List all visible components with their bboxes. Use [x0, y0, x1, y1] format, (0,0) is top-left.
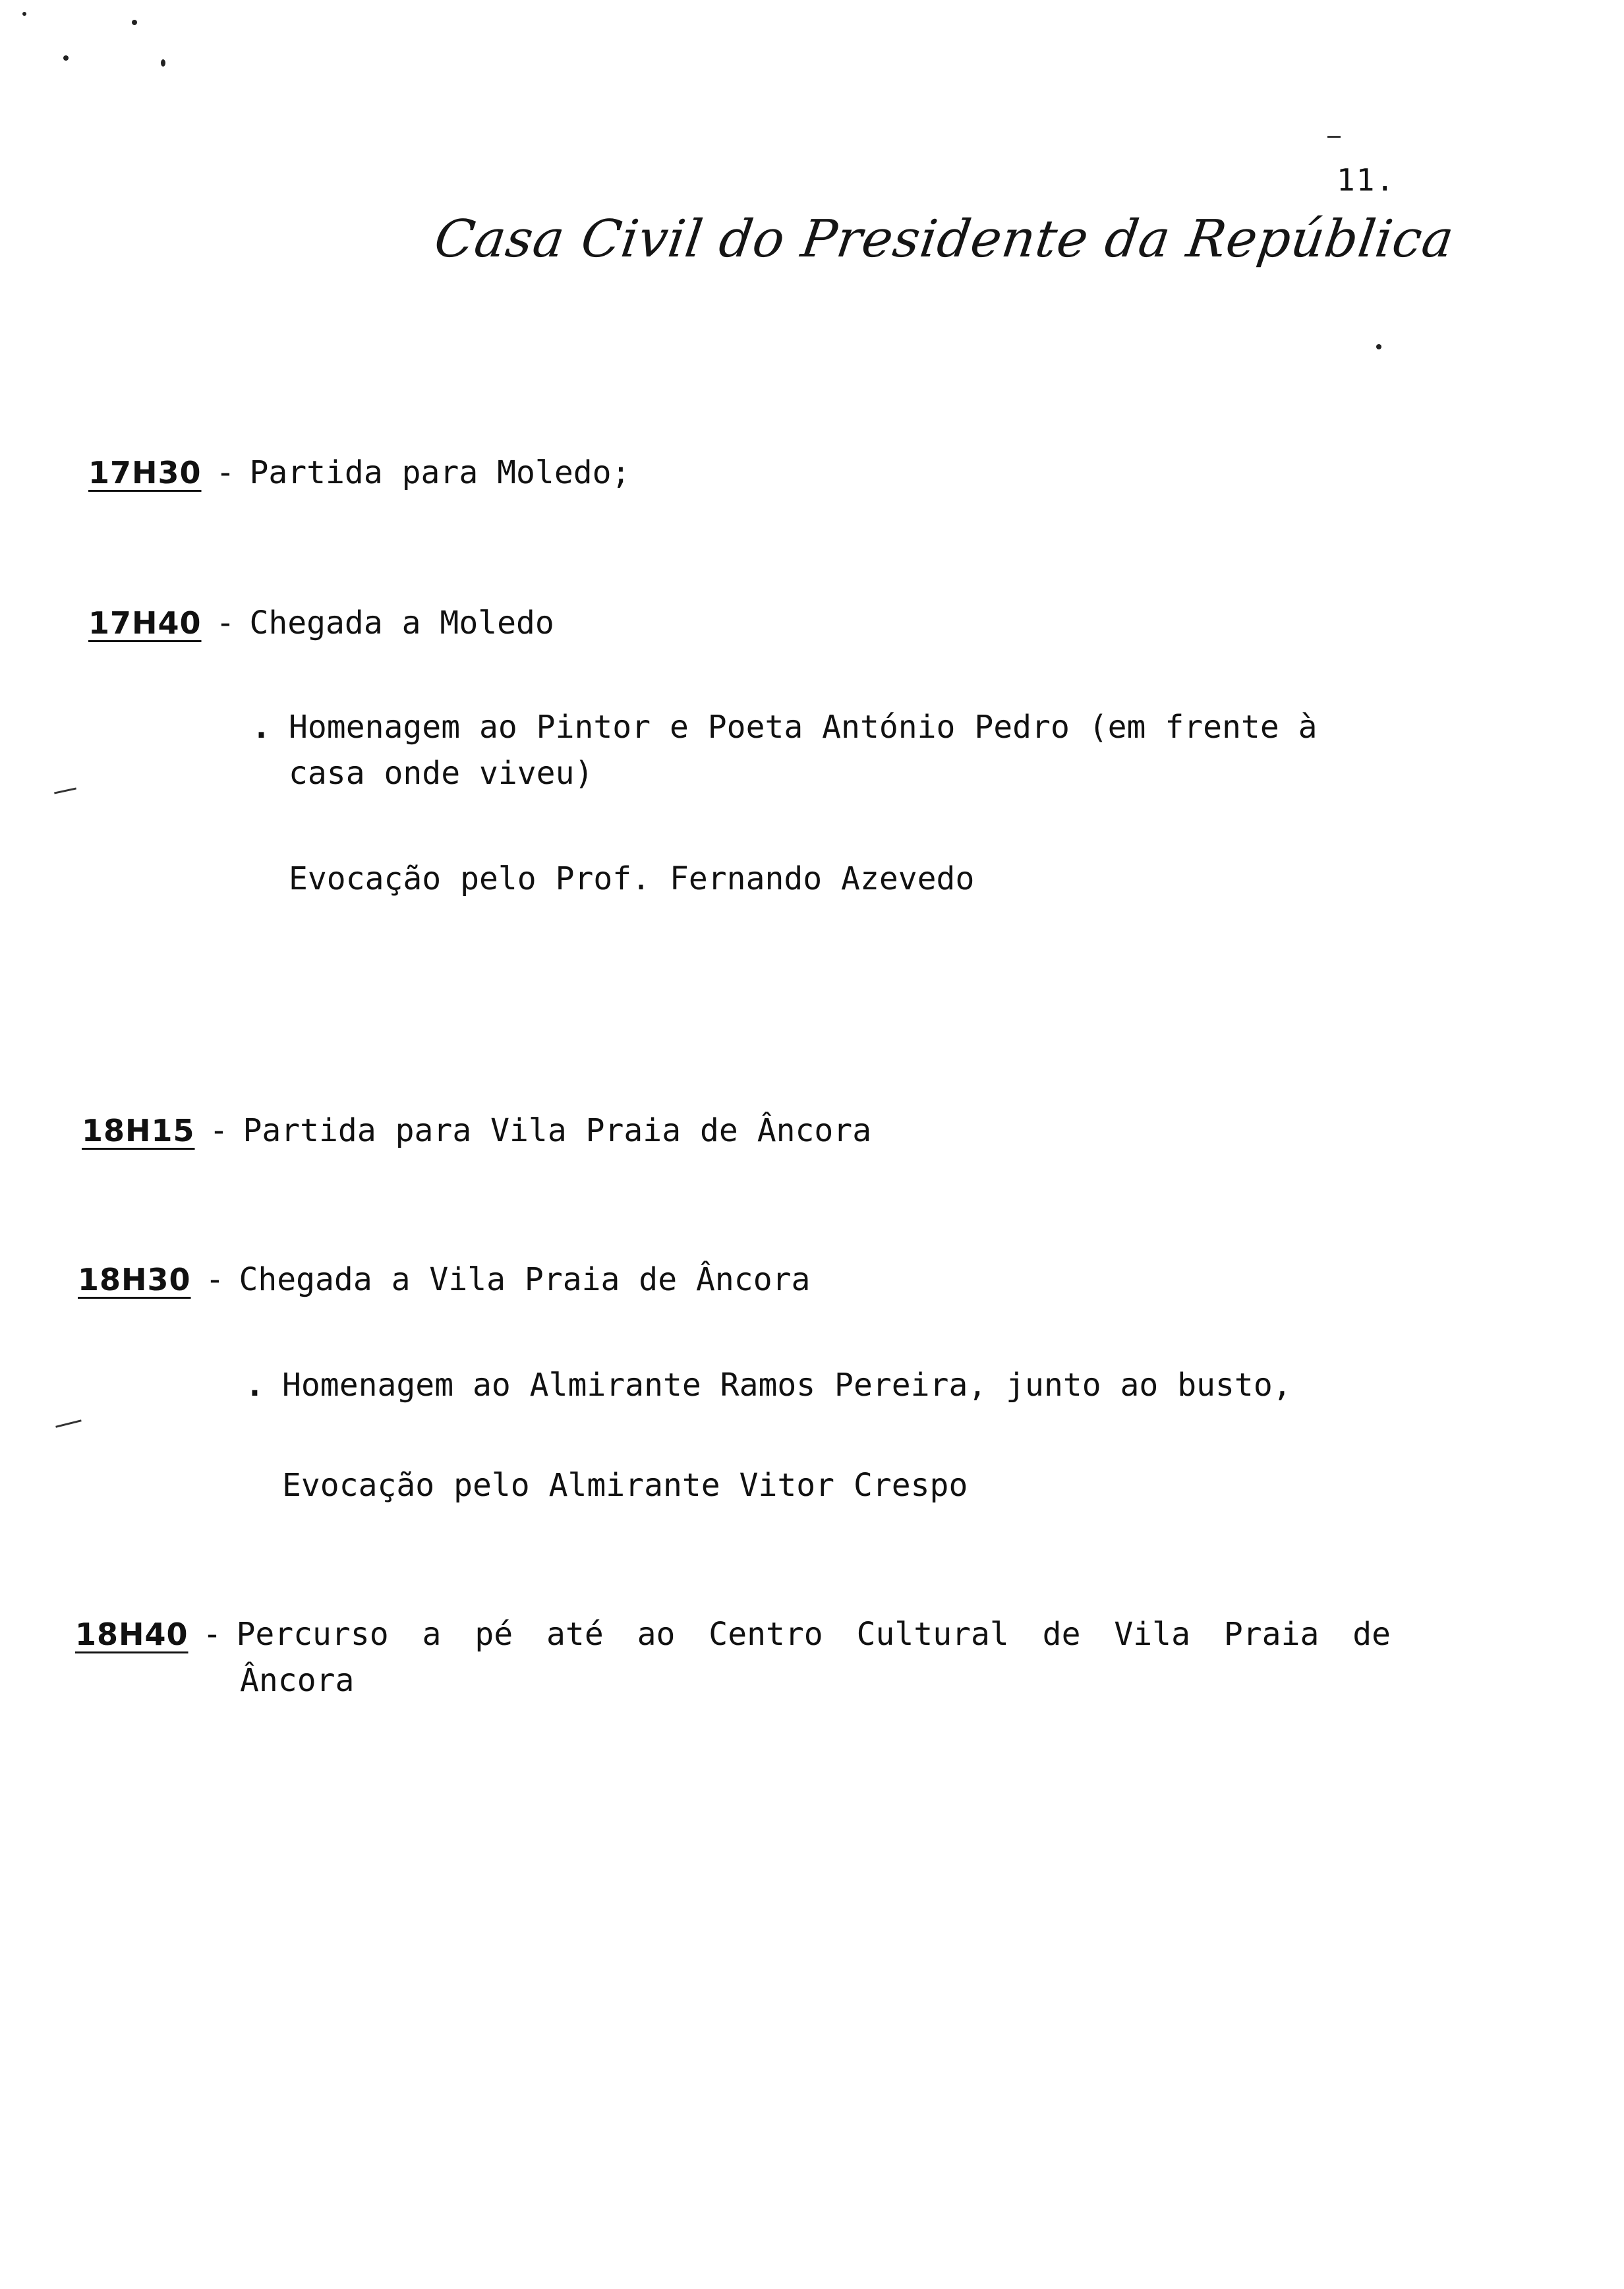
scan-mark — [54, 787, 76, 794]
entry-time: 17H30 — [88, 455, 202, 490]
schedule-entry-1740 — [88, 600, 554, 646]
ancora-bullet — [245, 1362, 1292, 1408]
scan-speck — [1376, 344, 1381, 349]
schedule-entry-1840 — [75, 1611, 1391, 1657]
bullet-mark: . — [252, 709, 271, 746]
page-number: 11. — [1337, 162, 1396, 198]
entry-time: 18H15 — [82, 1113, 195, 1148]
entry-text-continuation: Âncora — [240, 1662, 355, 1699]
scan-speck — [161, 59, 165, 67]
moledo-bullet — [252, 704, 1318, 750]
entry-text: Partida para Moledo; — [249, 454, 631, 491]
entry-time: 17H40 — [88, 605, 202, 641]
schedule-entry-1815 — [82, 1108, 871, 1154]
entry-separator: - — [216, 454, 235, 491]
entry-text: Chegada a Vila Praia de Âncora — [239, 1261, 811, 1298]
schedule-entry-1830 — [78, 1257, 810, 1303]
entry-text: Chegada a Moledo — [249, 605, 554, 641]
entry-separator: - — [205, 1261, 225, 1298]
moledo-evocation: Evocação pelo Prof. Fernando Azevedo — [289, 860, 975, 897]
scan-speck — [63, 55, 69, 61]
moledo-bullet-continuation: casa onde viveu) — [289, 755, 594, 792]
bullet-text: Homenagem ao Pintor e Poeta António Pedro (em frente à — [289, 709, 1318, 746]
entry-text: Percurso a pé até ao Centro Cultural de Vila Praia de — [236, 1616, 1391, 1653]
entry-time: 18H40 — [75, 1617, 188, 1652]
entry-time: 18H30 — [78, 1262, 191, 1297]
entry-text: Partida para Vila Praia de Âncora — [243, 1112, 872, 1149]
entry-separator: - — [202, 1616, 222, 1653]
schedule-entry-1730 — [88, 450, 630, 496]
bullet-mark: . — [245, 1367, 264, 1404]
scan-mark — [55, 1419, 82, 1428]
bullet-text: Homenagem ao Almirante Ramos Pereira, junto ao busto, — [282, 1367, 1292, 1404]
entry-separator: - — [216, 605, 235, 641]
scan-mark — [1327, 136, 1341, 138]
scan-speck — [22, 12, 26, 16]
ancora-evocation: Evocação pelo Almirante Vitor Crespo — [282, 1467, 968, 1504]
scan-speck — [132, 20, 137, 25]
entry-separator: - — [209, 1112, 229, 1149]
letterhead: Casa Civil do Presidente da República — [430, 210, 1458, 269]
